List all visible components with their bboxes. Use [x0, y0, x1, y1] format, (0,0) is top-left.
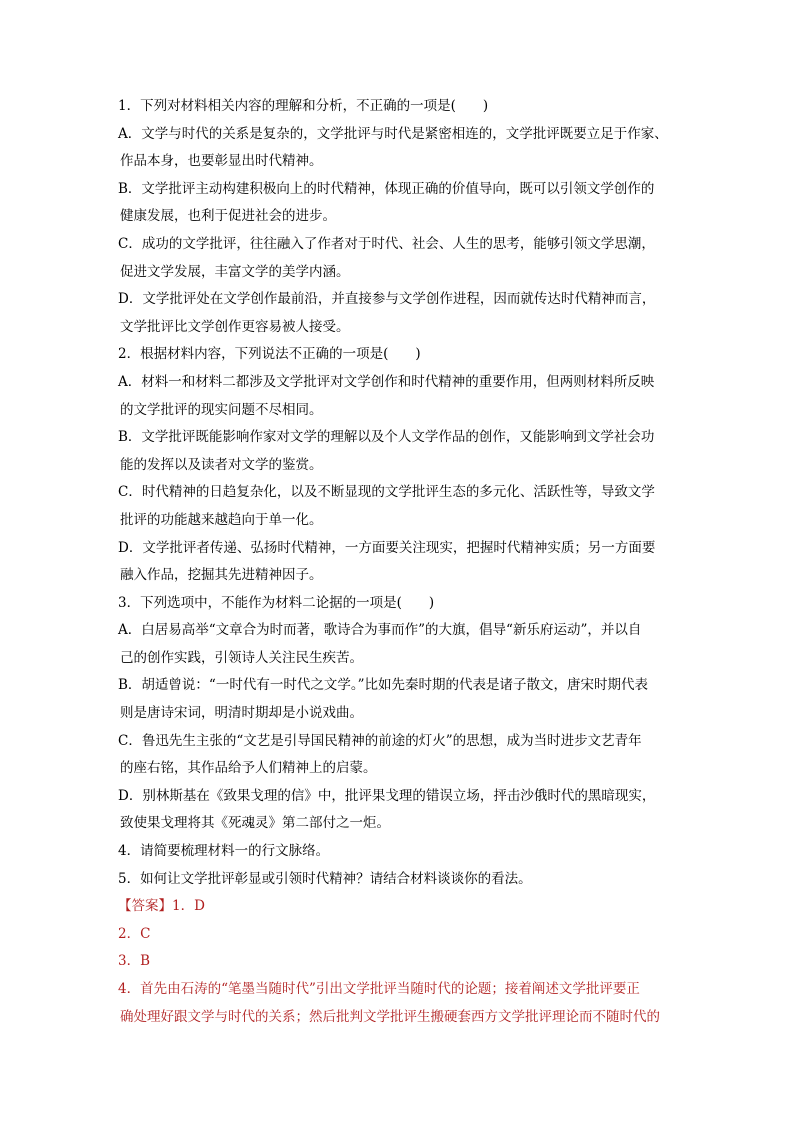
question-1-stem: 1．下列对材料相关内容的理解和分析，不正确的一项是( ) — [118, 98, 489, 114]
question-3-option-c-line-1: C．鲁迅先生主张的“文艺是引导国民精神的前途的灯火”的思想，成为当时进步文艺青年 — [118, 732, 642, 749]
question-1-option-c-line-1: C．成功的文学批评，往往融入了作者对于时代、社会、人生的思考，能够引领文学思潮， — [118, 235, 655, 252]
question-2-option-a-line-1: A．材料一和材料二都涉及文学批评对文学创作和时代精神的重要作用，但两则材料所反映 — [118, 373, 655, 390]
question-2-option-c-line-1: C．时代精神的日趋复杂化，以及不断显现的文学批评生态的多元化、活跃性等，导致文学 — [118, 484, 655, 501]
question-5: 5．如何让文学批评彰显或引领时代精神？请结合材料谈谈你的看法。 — [118, 870, 532, 887]
question-1-option-a-line-2: 作品本身，也要彰显出时代精神。 — [120, 153, 323, 170]
answer-1-line — [118, 893, 678, 921]
question-2 — [118, 341, 678, 589]
answer-1: 1．D — [172, 898, 205, 915]
question-2-option-b-line-2: 能的发挥以及读者对文学的鉴赏。 — [120, 456, 323, 473]
question-3-option-a-line-2: 己的创作实践，引领诗人关注民生疾苦。 — [120, 649, 363, 666]
question-1-option-c-line-2: 促进文学发展，丰富文学的美学内涵。 — [120, 263, 350, 280]
question-2-option-d-line-1: D．文学批评者传递、弘扬时代精神，一方面要关注现实，把握时代精神实质；另一方面要 — [118, 539, 656, 556]
question-2-stem: 2．根据材料内容，下列说法不正确的一项是( ) — [118, 346, 421, 363]
question-1-option-b-line-2: 健康发展，也利于促进社会的进步。 — [120, 208, 336, 225]
answer-tag: 【答案】 — [118, 898, 172, 915]
question-3-option-d-line-2: 致使果戈理将其《死魂灵》第二部付之一炬。 — [120, 815, 390, 832]
answer-section — [118, 893, 678, 1031]
question-1-option-b-line-1: B．文学批评主动构建积极向上的时代精神，体现正确的价值导向，既可以引领文学创作的 — [118, 180, 655, 197]
question-1-option-a-line-1: A．文学与时代的关系是复杂的，文学批评与时代是紧密相连的，文学批评既要立足于作家、 — [118, 125, 668, 142]
question-3-stem: 3．下列选项中，不能作为材料二论据的一项是( ) — [118, 594, 435, 611]
question-3-option-b-line-2: 则是唐诗宋词，明清时期却是小说戏曲。 — [120, 705, 363, 722]
question-3-option-d-line-1: D．别林斯基在《致果戈理的信》中，批评果戈理的错误立场，抨击沙俄时代的黑暗现实， — [118, 787, 656, 804]
question-1-option-d-line-1: D．文学批评处在文学创作最前沿，并直接参与文学创作进程，因而就传达时代精神而言， — [118, 291, 656, 308]
question-4: 4．请简要梳理材料一的行文脉络。 — [118, 843, 330, 860]
question-3-option-a-line-1: A．白居易高举“文章合为时而著，歌诗合为事而作”的大旗，倡导“新乐府运动”，并以自 — [118, 622, 642, 639]
answer-4-line-1: 4．首先由石涛的“笔墨当随时代”引出文学批评当随时代的论题；接着阐述文学批评要正 — [118, 981, 640, 997]
answer-4-line-2: 确处理好跟文学与时代的关系；然后批判文学批评生搬硬套西方文学批评理论而不随时代的 — [120, 1008, 660, 1025]
answer-2: 2．C — [118, 925, 151, 942]
question-1-option-d-line-2: 文学批评比文学创作更容易被人接受。 — [120, 318, 350, 335]
question-1 — [118, 93, 678, 341]
question-3 — [118, 590, 678, 838]
question-3-option-b-line-1: B．胡适曾说：“一时代有一时代之文学。”比如先秦时期的代表是诸子散文，唐宋时期代表 — [118, 677, 648, 694]
document-content — [118, 93, 678, 1031]
question-2-option-c-line-2: 批评的功能越来越趋向于单一化。 — [120, 511, 323, 528]
answer-3: 3．B — [118, 953, 151, 970]
question-2-option-d-line-2: 融入作品，挖掘其先进精神因子。 — [120, 567, 323, 584]
question-2-option-a-line-2: 的文学批评的现实问题不尽相同。 — [120, 401, 323, 418]
question-3-option-c-line-2: 的座右铭，其作品给予人们精神上的启蒙。 — [120, 760, 377, 777]
question-2-option-b-line-1: B．文学批评既能影响作家对文学的理解以及个人文学作品的创作，又能影响到文学社会功 — [118, 429, 655, 446]
